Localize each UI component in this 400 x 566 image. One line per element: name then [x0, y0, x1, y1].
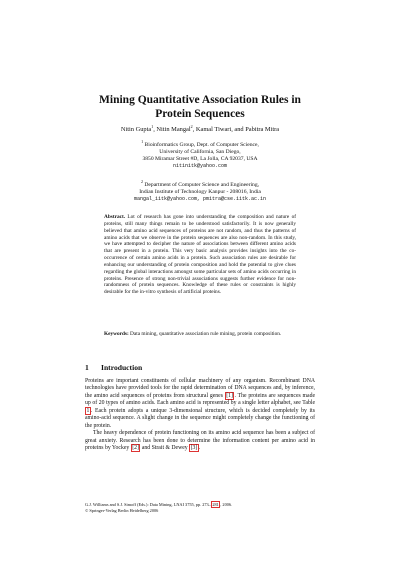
affiliation-marker: 2 [140, 179, 143, 185]
affiliation-line: Indian Institute of Technology Kanpur - 208016, India [139, 189, 261, 196]
affiliation-line: University of California, San Diego, [159, 149, 241, 156]
affiliation-line: 3850 Miramar Street #D, La Jolla, CA 92037, USA [142, 156, 258, 163]
copyright-notice: © Springer-Verlag Berlin Heidelberg 2006 [85, 507, 159, 513]
keywords-label: Keywords: [104, 331, 129, 337]
section-heading [85, 363, 142, 372]
citation-link[interactable]: [1] [226, 392, 233, 399]
author-name: Nitin Gupta [120, 126, 152, 133]
table-reference-link[interactable]: 1 [86, 407, 90, 414]
paragraph-text: . [198, 445, 201, 452]
section-number: 1 [85, 363, 89, 372]
author-affil-marker: 1 [151, 123, 154, 129]
paragraph-text: Proteins are important constituents of cellular machinery of any organism. Recombinant DNA technologies have provided tools for the rapid determination of DNA sequences and, by inference, the amino acid sequences of proteins from structural genes [85, 378, 315, 399]
affiliation-line: Department of Computer Science and Engineering, [144, 182, 260, 188]
footer-citation: , 2006. [220, 502, 233, 507]
abstract-text: Lot of research has gone into understanding the composition and nature of proteins, still many things remain to be understood satisfactorily. It is now generally believed that amino acid sequences of proteins are not random, and thus the patterns of amino acids that we observe in the protein sequences are also non-random. In this study, we have attempted to decipher the nature of associations between different amino acids that are present in a protein. This very basic analysis provides insights into the co-occurrence of certain amino acids in a protein. Such association rules are desirable for enhancing our understanding of protein composition and hold the potential to give clues regarding the global interactions amongst some particular sets of amino acids occurring in proteins. Presence of strong non-trivial associations suggests further evidence for non-randomness of protein sequences. Knowledge of these rules or constraints is highly desirable for the in-vitro synthesis of artificial proteins. [104, 214, 297, 296]
paragraph-text: . The proteins are sequences made up of 20 types of amino acids. Each amino acid is represented by a single letter alphabet, see Table [85, 392, 315, 407]
paragraph-text: and Strait & Dewey [140, 445, 190, 452]
abstract-label: Abstract. [104, 214, 126, 220]
affiliation-marker: 1 [141, 139, 144, 145]
author-email[interactable]: mangal_iitk@yahoo.com, pmitra@cse.iitk.ac.in [133, 196, 267, 203]
citation-link[interactable]: [2] [132, 445, 139, 452]
page-footer [85, 502, 315, 513]
author-affil-marker: 2 [190, 123, 193, 129]
paragraph-text: The heavy dependence of protein functioning on its amino acid sequence has been a subject of great anxiety. Research has been done to determine the information content per amino acid in proteins by Yockey [85, 430, 315, 452]
affiliation-2 [40, 179, 360, 203]
affiliation-1 [40, 139, 360, 170]
author-name: Pabitra Mitra [245, 126, 280, 133]
page-range-link[interactable]: 281 [212, 502, 219, 507]
title-line-1: Mining Quantitative Association Rules in [99, 94, 301, 106]
author-name: Nitin Mangal [156, 126, 191, 133]
title-line-2: Protein Sequences [155, 108, 245, 120]
author-name: Kamal Tiwari [195, 126, 232, 133]
affiliation-line: Bioinformatics Group, Dept. of Computer Science, [144, 142, 259, 148]
paragraph [85, 430, 315, 452]
author-list: Nitin Gupta$^1$, Nitin Mangal$^2$, Kamal Tiwari, and Pabitra Mitra [120, 123, 280, 133]
section-body [85, 378, 315, 453]
section-title: Introduction [101, 363, 143, 372]
author-email[interactable]: nitinitk@yahoo.com [172, 163, 227, 170]
paragraph-text: . Each protein adopts a unique 3-dimensional structure, which is decided completely by its amino-acid sequence. A slight change in the sequence might completely change the functioning of the protein. [85, 407, 315, 429]
footer-citation: G.J. Williams and S.J. Simoff (Eds.): Data Mining, LNAI 3755, pp. 273– [85, 502, 211, 507]
paper-title [40, 93, 360, 121]
citation-link[interactable]: [3] [190, 445, 198, 452]
keywords [104, 331, 296, 338]
abstract [104, 214, 296, 296]
paragraph [85, 378, 315, 430]
keywords-text: Data mining, quantitative association rule mining, protein composition. [130, 331, 282, 337]
